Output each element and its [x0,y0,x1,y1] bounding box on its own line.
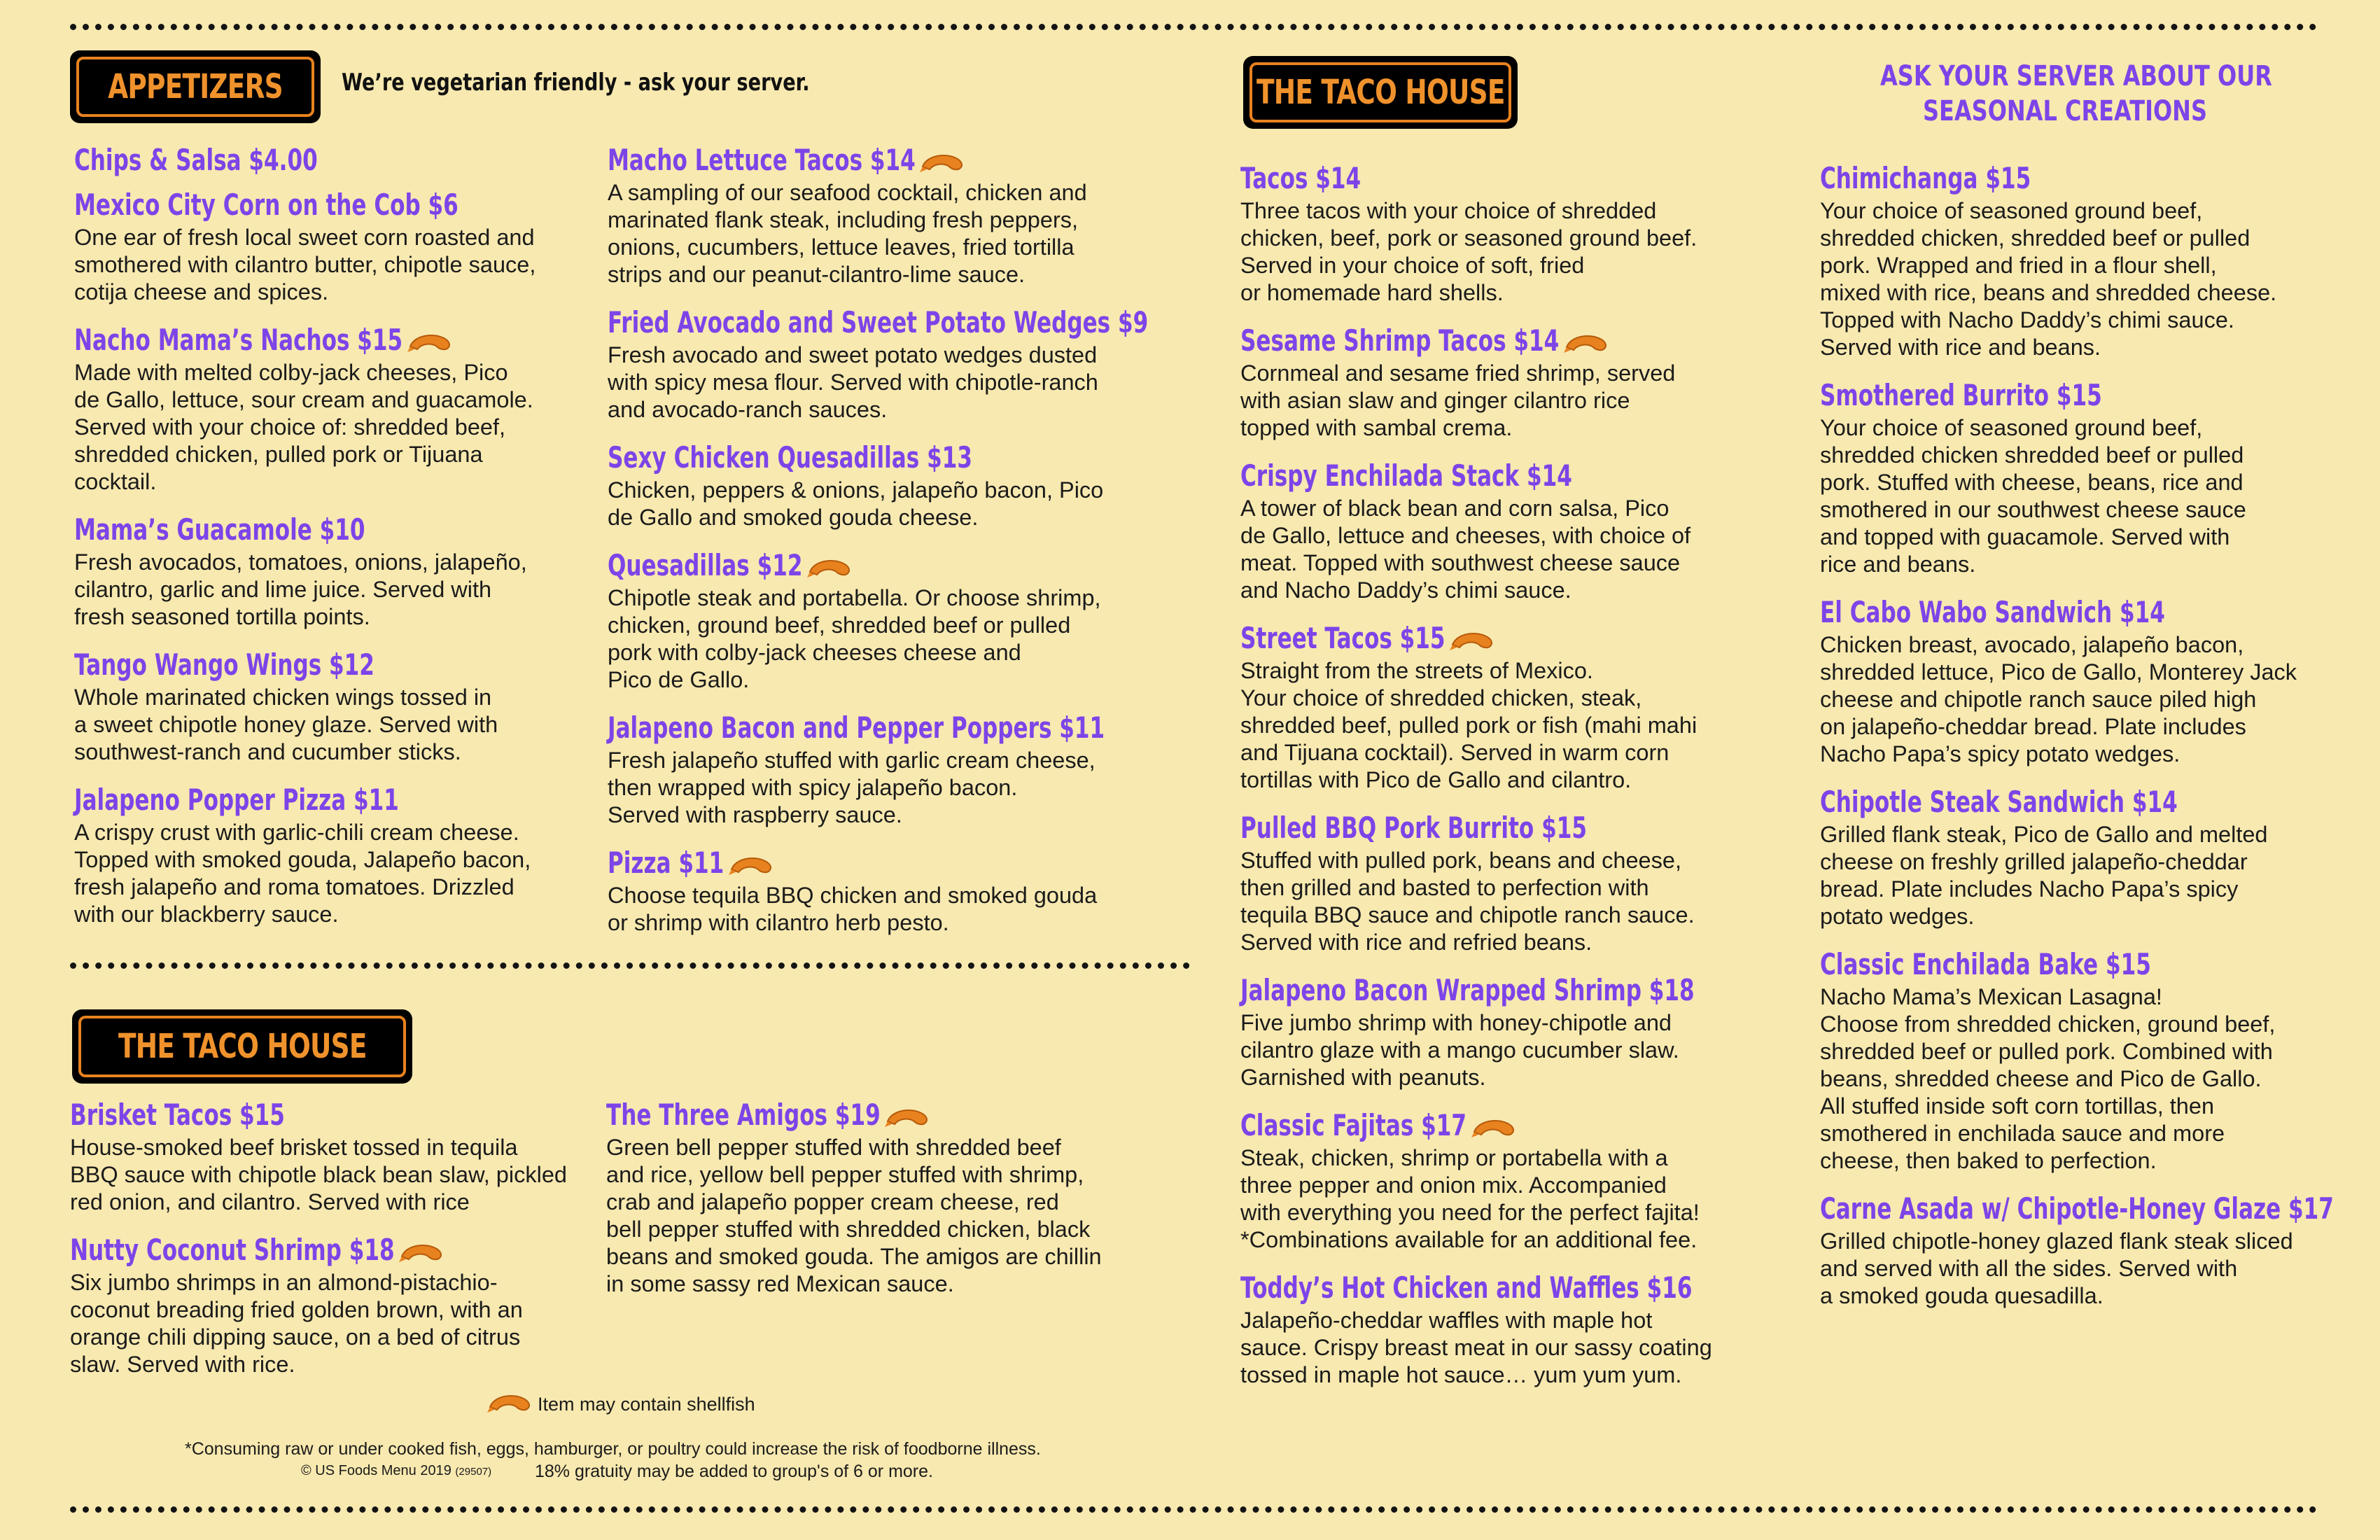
menu-item-title-text: Tango Wango Wings $12 [74,648,374,682]
menu-item-title-text: Crispy Enchilada Stack $14 [1240,458,1572,493]
seasonal-line-2: SEASONAL CREATIONS [1922,95,2208,127]
menu-item-title [70,1096,602,1134]
menu-item-title [608,439,1140,477]
shellfish-legend [487,1392,755,1417]
menu-item-title-text: Toddy’s Hot Chicken and Waffles $16 [1240,1270,1693,1305]
menu-item-description: Nacho Mama’s Mexican Lasagna! Choose from shredded chicken, ground beef, shredded beef or pulled pork. Combined with beans, shredded cheese and Pico de Gallo. All stuffed inside soft corn tortillas, then smothered in enchilada sauce and more cheese, then baked to perfection. [1820,984,2276,1173]
menu-item-carne-asada-w-chipotle-honey-glaze [1820,1190,2334,1310]
shellfish-legend-text: Item may contain shellfish [538,1393,755,1415]
copyright-line [301,1463,491,1479]
shrimp-icon [1564,328,1610,354]
menu-item-title-text: Street Tacos $15 [1240,621,1446,655]
taco-house-banner-right [1243,56,1518,129]
menu-item-smothered-burrito [1820,377,2324,578]
menu-item-description: Fresh avocado and sweet potato wedges dusted with spicy mesa flour. Served with chipotle-ranch and avocado-ranch sauces. [608,342,1098,422]
menu-item-brisket-tacos [70,1096,602,1216]
menu-item-title [1820,946,2324,983]
menu-item-title [1820,1190,2334,1228]
menu-item-title [1240,457,1793,495]
menu-item-description: Your choice of seasoned ground beef, shredded chicken, shredded beef or pulled pork. Wrapped and fried in a flour shell, mixed with rice, beans and shredded cheese. Topped with Nacho Daddy’s chimi sauce. Served with rice and beans. [1820,198,2277,360]
menu-item-description: Six jumbo shrimps in an almond-pistachio- coconut breading fried golden brown, with an orange chili dipping sauce, on a bed of citrus slaw. Served with rice. [70,1270,523,1377]
menu-item-description: Chipotle steak and portabella. Or choose shrimp, chicken, ground beef, shredded beef or pulled pork with colby-jack cheeses cheese and Pico de Gallo. [608,585,1101,692]
menu-item-title [74,646,578,684]
taco-house-right-column-2 [1820,160,2334,1325]
menu-item-fried-avocado-and-sweet-potato-wedges [608,304,1149,424]
dotted-divider-top [70,24,2317,30]
foodborne-warning: *Consuming raw or under cooked fish, eggs, hamburger, or poultry could increase the risk of foodborne illness. [185,1439,1041,1459]
shrimp-icon [1471,1113,1518,1138]
menu-item-chipotle-steak-sandwich [1820,783,2324,930]
shrimp-icon [885,1102,931,1128]
menu-item-title-text: Jalapeno Bacon Wrapped Shrimp $18 [1240,973,1695,1007]
menu-item-description: Made with melted colby-jack cheeses, Pico de Gallo, lettuce, sour cream and guacamole. Served with your choice of: shredded beef, shredded chicken, pulled pork or Tijuana cocktail. [74,360,533,494]
menu-item-mexico-city-corn-on-the-cob [74,186,578,306]
menu-item-title [1240,160,1793,197]
menu-item-description: Cornmeal and sesame fried shrimp, served with asian slaw and ginger cilantro rice topped with sambal crema. [1240,360,1676,440]
appetizers-banner-label: APPETIZERS [108,67,283,106]
menu-item-description: Grilled flank steak, Pico de Gallo and melted cheese on freshly grilled jalapeño-cheddar bread. Plate includes Nacho Papa’s spicy potato wedges. [1820,822,2268,929]
menu-item-title [1240,1269,1793,1307]
menu-item-title [74,186,578,224]
menu-item-title-text: Classic Fajitas $17 [1240,1108,1467,1142]
menu-item-description: Fresh jalapeño stuffed with garlic cream cheese, then wrapped with spicy jalapeño bacon. Served with raspberry sauce. [608,748,1096,827]
menu-item-title-text: Jalapeno Bacon and Pepper Poppers $11 [608,710,1105,745]
menu-item-description: Your choice of seasoned ground beef, shredded chicken shredded beef or pulled pork. Stuffed with cheese, beans, rice and smothered in our southwest cheese sauce and topped with guacamole. Served with rice and beans. [1820,415,2246,577]
menu-item-title-text: Quesadillas $12 [608,548,803,582]
menu-item-title-text: Carne Asada w/ Chipotle-Honey Glaze $17 [1820,1191,2334,1226]
menu-item-title [1820,377,2324,414]
menu-item-title [1240,1107,1793,1144]
menu-item-description: Straight from the streets of Mexico. Your choice of shredded chicken, steak, shredded beef, pulled pork or fish (mahi mahi and Tijuana cocktail). Served in warm corn tortillas with Pico de Gallo and cilantro. [1240,658,1698,792]
menu-item-title-text: Tacos $14 [1240,161,1362,195]
menu-item-title [608,547,1140,584]
menu-item-title-text: Mama’s Guacamole $10 [74,512,365,547]
appetizers-banner [70,50,321,123]
menu-code: (29507) [455,1466,492,1478]
menu-item-quesadillas [608,547,1140,694]
shrimp-icon [807,553,853,578]
menu-item-description: Fresh avocados, tomatoes, onions, jalapeño, cilantro, garlic and lime juice. Served with fresh seasoned tortilla points. [74,550,527,629]
menu-item-title-text: Pizza $11 [608,846,724,880]
menu-item-title-text: Chips & Salsa $4.00 [74,143,318,177]
menu-item-description: Stuffed with pulled pork, beans and cheese, then grilled and basted to perfection with tequila BBQ sauce and chipotle ranch sauce. Served with rice and refried beans. [1240,848,1695,955]
menu-item-title-text: Smothered Burrito $15 [1820,378,2102,412]
dotted-divider-middle [70,962,1190,969]
menu-item-nacho-mama-s-nachos [74,321,578,496]
menu-item-title-text: The Three Amigos $19 [606,1098,881,1132]
appetizers-column-2 [608,141,1149,952]
taco-house-left-column-1 [70,1096,602,1394]
menu-item-description: Choose tequila BBQ chicken and smoked gouda or shrimp with cilantro herb pesto. [608,883,1098,935]
menu-item-classic-fajitas [1240,1107,1793,1254]
taco-house-right-column-1 [1240,160,1793,1404]
menu-item-description: Chicken, peppers & onions, jalapeño bacon, Pico de Gallo and smoked gouda cheese. [608,477,1104,530]
menu-item-title-text: El Cabo Wabo Sandwich $14 [1820,595,2165,629]
menu-item-title-text: Mexico City Corn on the Cob $6 [74,188,458,222]
menu-item-title-text: Nutty Coconut Shrimp $18 [70,1233,395,1267]
taco-house-banner-left [72,1009,412,1084]
menu-item-classic-enchilada-bake [1820,946,2324,1175]
menu-item-title [608,844,1140,882]
menu-item-title-text: Sesame Shrimp Tacos $14 [1240,323,1560,358]
menu-item-title [70,1231,602,1269]
vegetarian-tagline: We’re vegetarian friendly - ask your server. [342,69,810,97]
shrimp-icon [1450,626,1496,651]
menu-item-description: A crispy crust with garlic-chili cream cheese. Topped with smoked gouda, Jalapeño bacon, fresh jalapeño and roma tomatoes. Drizzled with our blackberry sauce. [74,820,531,927]
menu-item-sesame-shrimp-tacos [1240,322,1793,442]
menu-item-chips-salsa [74,141,578,179]
shrimp-icon [399,1238,445,1263]
menu-item-title [606,1096,1138,1134]
taco-house-banner-left-label: THE TACO HOUSE [118,1027,367,1066]
menu-item-toddy-s-hot-chicken-and-waffles [1240,1269,1793,1389]
menu-item-jalapeno-bacon-and-pepper-poppers [608,709,1140,829]
menu-item-jalapeno-popper-pizza [74,781,578,928]
menu-item-title [608,304,1149,342]
menu-item-description: Green bell pepper stuffed with shredded beef and rice, yellow bell pepper stuffed with shrimp, crab and jalapeño popper cream cheese, red bell pepper stuffed with shredded chicken, black beans and smoked gouda. The amigos are chillin in some sassy red Mexican sauce. [606,1135,1102,1296]
menu-item-title [1820,783,2324,821]
menu-item-mama-s-guacamole [74,511,578,631]
menu-item-title-text: Pulled BBQ Pork Burrito $15 [1240,811,1587,845]
menu-item-macho-lettuce-tacos [608,141,1140,288]
menu-item-pulled-bbq-pork-burrito [1240,809,1793,956]
menu-item-title [1240,620,1793,657]
menu-item-tacos [1240,160,1793,307]
menu-item-description: A sampling of our seafood cocktail, chicken and marinated flank steak, including fresh peppers, onions, cucumbers, lettuce leaves, fried tortilla strips and our peanut-cilantro-lime sauce. [608,180,1087,287]
seasonal-creations-note [1834,59,2296,129]
appetizers-column-1 [74,141,578,944]
shrimp-icon [407,328,454,353]
menu-item-tango-wango-wings [74,646,578,766]
menu-item-pizza [608,844,1140,937]
menu-item-description: Jalapeño-cheddar waffles with maple hot sauce. Crispy breast meat in our sassy coating tossed in maple hot sauce… yum yum yum. [1240,1308,1712,1387]
menu-item-el-cabo-wabo-sandwich [1820,594,2324,768]
menu-item-title-text: Jalapeno Popper Pizza $11 [74,783,399,817]
menu-item-title-text: Sexy Chicken Quesadillas $13 [608,440,972,475]
copyright-text: © US Foods Menu 2019 [301,1463,451,1478]
menu-item-chimichanga [1820,160,2324,361]
menu-item-title-text: Chipotle Steak Sandwich $14 [1820,785,2178,819]
menu-item-title [1240,972,1793,1009]
menu-item-street-tacos [1240,620,1793,794]
menu-item-title [1820,160,2324,197]
menu-item-nutty-coconut-shrimp [70,1231,602,1378]
menu-item-title [1240,809,1793,847]
menu-item-the-three-amigos [606,1096,1138,1298]
menu-item-description: Three tacos with your choice of shredded chicken, beef, pork or seasoned ground beef. Served in your choice of soft, fried or homemade hard shells. [1240,198,1698,305]
menu-item-title-text: Chimichanga $15 [1820,161,2031,195]
shrimp-icon [729,850,775,876]
menu-item-title-text: Classic Enchilada Bake $15 [1820,947,2151,981]
menu-item-description: A tower of black bean and corn salsa, Pico de Gallo, lettuce and cheeses, with choice of meat. Topped with southwest cheese sauce and Nacho Daddy’s chimi sauce. [1240,496,1691,603]
menu-item-description: Steak, chicken, shrimp or portabella with a three pepper and onion mix. Accompanied with everything you need for the perfect fajita! *Combinations available for an additional fee. [1240,1145,1700,1252]
menu-item-title [74,141,578,179]
menu-item-title [608,709,1140,747]
menu-item-title [74,781,578,819]
menu-item-title [1820,594,2324,631]
taco-house-left-column-2 [606,1096,1138,1313]
menu-item-description: One ear of fresh local sweet corn roasted and smothered with cilantro butter, chipotle sauce, cotija cheese and spices. [74,225,536,304]
menu-item-description: Grilled chipotle-honey glazed flank steak sliced and served with all the sides. Served with a smoked gouda quesadilla. [1820,1228,2293,1308]
menu-item-sexy-chicken-quesadillas [608,439,1140,531]
shrimp-icon [487,1392,533,1417]
taco-house-banner-right-label: THE TACO HOUSE [1256,73,1505,112]
menu-item-title-text: Brisket Tacos $15 [70,1098,285,1132]
menu-item-jalapeno-bacon-wrapped-shrimp [1240,972,1793,1091]
menu-item-title-text: Macho Lettuce Tacos $14 [608,143,916,177]
menu-item-description: Whole marinated chicken wings tossed in a sweet chipotle honey glaze. Served with southwest-ranch and cucumber sticks. [74,685,498,764]
menu-item-description: Five jumbo shrimp with honey-chipotle and cilantro glaze with a mango cucumber slaw. Garnished with peanuts. [1240,1010,1679,1090]
menu-item-title [74,321,578,359]
dotted-divider-bottom [70,1506,2317,1513]
menu-item-title [608,141,1140,179]
seasonal-line-1: ASK YOUR SERVER ABOUT OUR [1880,60,2272,92]
menu-item-crispy-enchilada-stack [1240,457,1793,604]
shrimp-icon [920,148,966,173]
gratuity-note: 18% gratuity may be added to group's of 6 or more. [535,1462,933,1481]
menu-item-description: House-smoked beef brisket tossed in tequila BBQ sauce with chipotle black bean slaw, pickled red onion, and cilantro. Served with rice [70,1135,567,1214]
menu-item-description: Chicken breast, avocado, jalapeño bacon, shredded lettuce, Pico de Gallo, Monterey Jack cheese and chipotle ranch sauce piled high on jalapeño-cheddar bread. Plate includes Nacho Papa’s spicy potato wedges. [1820,632,2297,766]
menu-item-title [74,511,578,549]
menu-item-title-text: Fried Avocado and Sweet Potato Wedges $9 [608,305,1149,340]
menu-item-title [1240,322,1793,360]
menu-item-title-text: Nacho Mama’s Nachos $15 [74,323,403,357]
